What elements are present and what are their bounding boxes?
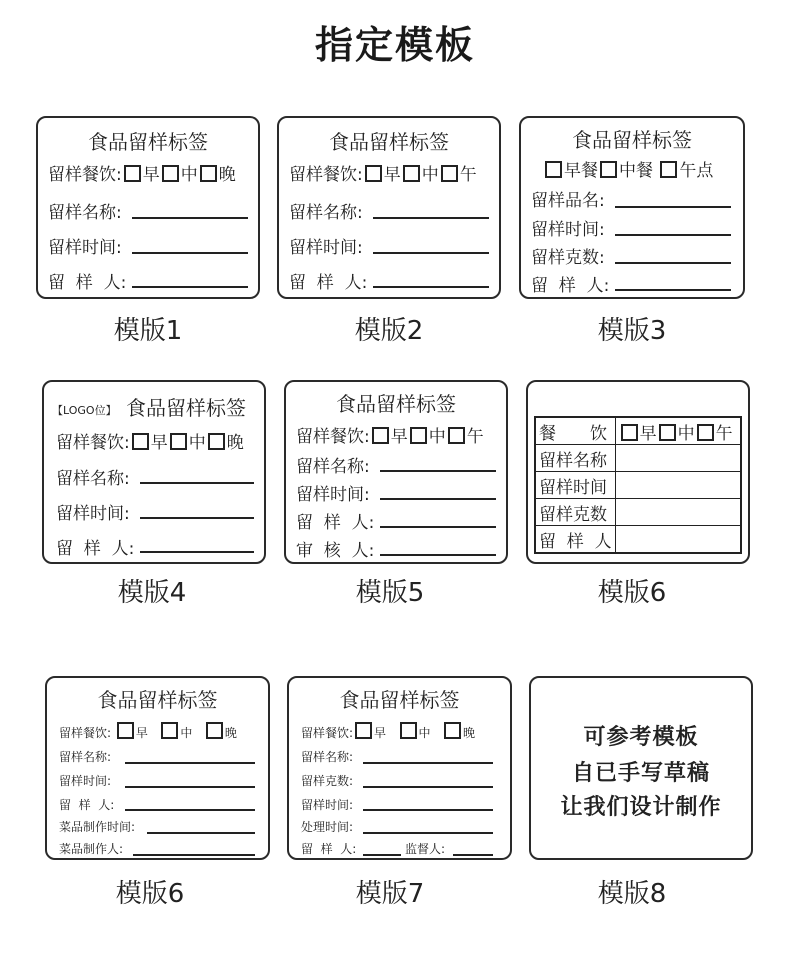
dish-time-label: 菜品制作时间: <box>59 820 136 834</box>
meal-row <box>48 160 236 185</box>
meal-row <box>296 422 484 447</box>
name-line <box>363 762 493 764</box>
grams-label: 留样克数: <box>301 774 354 788</box>
checkbox-icon[interactable] <box>441 165 458 182</box>
person-line <box>363 854 401 856</box>
grams-line <box>615 262 731 264</box>
label-title: 食品留样标签 <box>572 128 692 152</box>
option-label: 晚 <box>224 726 237 740</box>
time-cell-label: 留样时间 <box>535 472 615 499</box>
name-line <box>140 482 254 484</box>
time-line <box>132 252 248 254</box>
option-label: 晚 <box>226 433 244 453</box>
person-cell-value[interactable] <box>615 526 741 554</box>
template-4-card[interactable] <box>42 380 266 564</box>
time-label: 留样时间: <box>48 238 122 258</box>
process-time-line <box>363 832 493 834</box>
time-line <box>380 498 496 500</box>
dish-maker-label: 菜品制作人: <box>59 842 124 856</box>
dish-maker-line <box>133 854 255 856</box>
grams-line <box>363 786 493 788</box>
person-line <box>140 551 254 553</box>
checkbox-icon[interactable] <box>410 427 427 444</box>
table-row <box>535 445 741 472</box>
caption-template-1: 模版1 <box>113 316 183 346</box>
label-title: 食品留样标签 <box>329 130 449 154</box>
option-label: 午 <box>715 423 733 444</box>
meal-label: 留样餐饮: <box>48 165 122 185</box>
meal-cell-options <box>615 417 741 445</box>
template8-line-3: 让我们设计制作 <box>560 795 722 820</box>
supervisor-line <box>453 854 493 856</box>
checkbox-icon[interactable] <box>200 165 217 182</box>
checkbox-icon[interactable] <box>621 424 638 441</box>
option-label: 午 <box>459 165 477 185</box>
name-label: 留样名称: <box>301 750 354 764</box>
table-row <box>535 472 741 499</box>
name-label: 留样名称: <box>296 457 370 477</box>
name-line <box>373 217 489 219</box>
caption-template-2: 模版2 <box>354 316 424 346</box>
meal-row <box>301 722 475 741</box>
option-label: 早 <box>142 165 160 185</box>
template-3-card[interactable] <box>519 116 745 299</box>
template-8-card[interactable] <box>529 676 753 860</box>
time-label: 留样时间: <box>301 798 354 812</box>
option-label: 中 <box>188 433 206 453</box>
meal-label: 留样餐饮: <box>56 433 130 453</box>
meal-row <box>543 156 713 181</box>
option-label: 早 <box>390 427 408 447</box>
caption-template-6a: 模版6 <box>597 578 667 608</box>
option-label: 中 <box>418 726 431 740</box>
template-1-card[interactable] <box>36 116 260 299</box>
meal-cell-label: 餐 饮 <box>535 417 615 445</box>
option-label: 晚 <box>218 165 236 185</box>
label-title: 食品留样标签 <box>88 130 208 154</box>
meal-label: 留样餐饮: <box>59 726 112 740</box>
person-line <box>132 286 248 288</box>
person-cell-label: 留 样 人 <box>535 526 615 554</box>
name-label: 留样名称: <box>289 203 363 223</box>
name-cell-value[interactable] <box>615 445 741 472</box>
template-7-card[interactable] <box>287 676 512 860</box>
person-line <box>125 809 255 811</box>
time-line <box>125 786 255 788</box>
grams-cell-label: 留样克数 <box>535 499 615 526</box>
name-label: 留样名称: <box>59 750 112 764</box>
name-line <box>125 762 255 764</box>
checkbox-icon[interactable] <box>132 433 149 450</box>
process-time-label: 处理时间: <box>301 820 354 834</box>
checkbox-icon[interactable] <box>208 433 225 450</box>
template8-line-2: 自已手写草稿 <box>571 761 710 786</box>
option-label: 早餐 <box>564 161 598 181</box>
name-line <box>132 217 248 219</box>
table-row <box>535 499 741 526</box>
person-label: 留 样 人: <box>289 273 368 293</box>
time-label: 留样时间: <box>289 238 363 258</box>
checkbox-icon[interactable] <box>697 424 714 441</box>
template-6b-card[interactable] <box>45 676 270 860</box>
sample-table <box>534 416 742 554</box>
meal-label: 留样餐饮: <box>301 726 354 740</box>
caption-template-6b: 模版6 <box>115 879 185 909</box>
meal-row <box>59 722 237 741</box>
product-label: 留样品名: <box>531 191 605 211</box>
checkbox-icon[interactable] <box>660 161 677 178</box>
option-label: 中 <box>180 165 198 185</box>
grams-cell-value[interactable] <box>615 499 741 526</box>
name-cell-label: 留样名称 <box>535 445 615 472</box>
checkbox-icon[interactable] <box>161 722 178 739</box>
template-6a-card[interactable] <box>526 380 750 564</box>
person-label: 留 样 人: <box>56 539 135 559</box>
grams-label: 留样克数: <box>531 248 605 268</box>
time-line <box>140 517 254 519</box>
time-line <box>615 234 731 236</box>
person-label: 留 样 人: <box>531 276 610 296</box>
option-label: 早 <box>374 726 387 740</box>
template8-line-1: 可参考模板 <box>583 725 699 750</box>
caption-template-7: 模版7 <box>355 879 425 909</box>
option-label: 中餐 <box>619 161 653 181</box>
person-label: 留 样 人: <box>48 273 127 293</box>
time-label: 留样时间: <box>531 220 605 240</box>
logo-placeholder: 【LOGO位】 <box>52 404 117 417</box>
person-label: 留 样 人: <box>59 798 115 812</box>
time-cell-value[interactable] <box>615 472 741 499</box>
checkbox-icon[interactable] <box>365 165 382 182</box>
checkbox-icon[interactable] <box>372 427 389 444</box>
time-label: 留样时间: <box>59 774 112 788</box>
time-line <box>373 252 489 254</box>
checkbox-icon[interactable] <box>400 722 417 739</box>
checkbox-icon[interactable] <box>162 165 179 182</box>
option-label: 早 <box>639 423 657 444</box>
checkbox-icon[interactable] <box>600 161 617 178</box>
checkbox-icon[interactable] <box>355 722 372 739</box>
dish-time-line <box>147 832 255 834</box>
checkbox-icon[interactable] <box>444 722 461 739</box>
checkbox-icon[interactable] <box>659 424 676 441</box>
name-label: 留样名称: <box>56 469 130 489</box>
option-label: 早 <box>383 165 401 185</box>
checkbox-icon[interactable] <box>170 433 187 450</box>
option-label: 午 <box>466 427 484 447</box>
option-label: 早 <box>150 433 168 453</box>
option-label: 午点 <box>679 161 714 181</box>
checkbox-icon[interactable] <box>117 722 134 739</box>
checkbox-icon[interactable] <box>403 165 420 182</box>
label-title: 食品留样标签 <box>336 392 456 416</box>
label-title: 食品留样标签 <box>339 688 460 712</box>
checkbox-icon[interactable] <box>545 161 562 178</box>
table-row <box>535 526 741 554</box>
name-line <box>380 470 496 472</box>
page-title: 指定模板 <box>314 23 475 67</box>
time-label: 留样时间: <box>56 504 130 524</box>
table-row <box>535 417 741 445</box>
time-line <box>363 809 493 811</box>
option-label: 中 <box>180 726 193 740</box>
checkbox-icon[interactable] <box>124 165 141 182</box>
label-title: 食品留样标签 <box>97 688 218 712</box>
caption-template-4: 模版4 <box>117 578 187 608</box>
template-2-card[interactable] <box>277 116 501 299</box>
caption-template-8: 模版8 <box>597 879 667 909</box>
time-label: 留样时间: <box>296 485 370 505</box>
person-label: 留 样 人: <box>301 842 357 856</box>
person-label: 留 样 人: <box>296 513 375 533</box>
checkbox-icon[interactable] <box>448 427 465 444</box>
label-title: 食品留样标签 <box>126 396 246 420</box>
option-label: 中 <box>428 427 446 447</box>
meal-label: 留样餐饮: <box>289 165 363 185</box>
name-label: 留样名称: <box>48 203 122 223</box>
supervisor-label: 监督人: <box>405 842 446 856</box>
reviewer-label: 审 核 人: <box>296 541 375 561</box>
person-line <box>380 526 496 528</box>
meal-row <box>289 160 477 185</box>
person-line <box>615 289 731 291</box>
template-5-card[interactable] <box>284 380 508 564</box>
checkbox-icon[interactable] <box>206 722 223 739</box>
product-line <box>615 206 731 208</box>
option-label: 中 <box>421 165 439 185</box>
meal-row <box>56 428 244 453</box>
reviewer-line <box>380 554 496 556</box>
option-label: 晚 <box>462 726 475 740</box>
person-line <box>373 286 489 288</box>
option-label: 中 <box>677 423 695 444</box>
meal-label: 留样餐饮: <box>296 427 370 447</box>
caption-template-5: 模版5 <box>355 578 425 608</box>
caption-template-3: 模版3 <box>597 316 667 346</box>
option-label: 早 <box>135 726 148 740</box>
